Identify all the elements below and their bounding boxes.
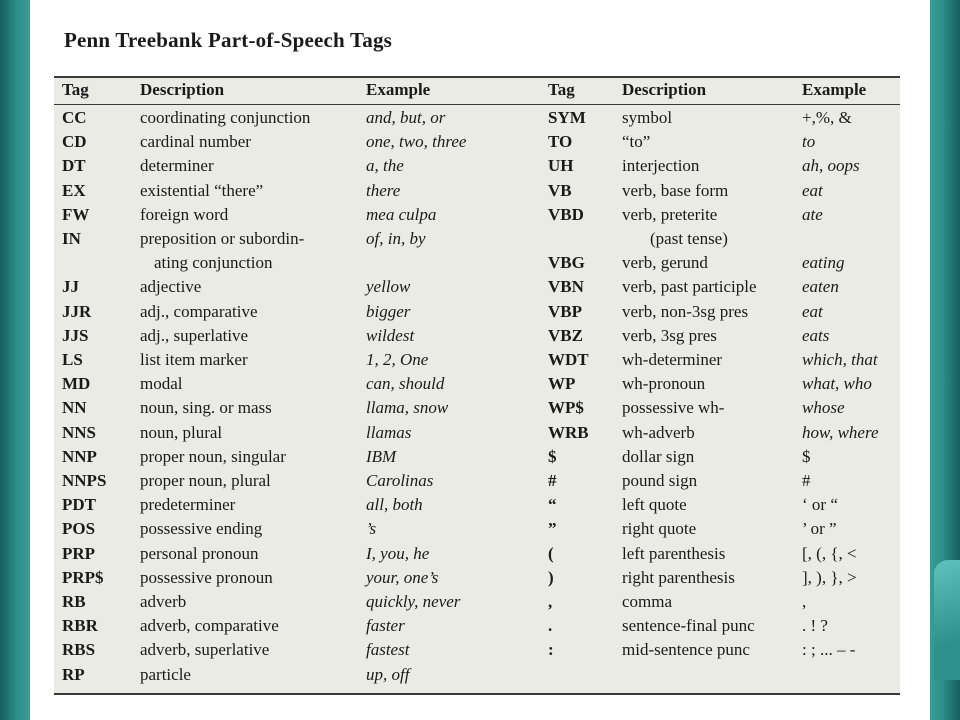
tag-description-left: noun, sing. or mass bbox=[140, 398, 272, 417]
tag-code-left: CC bbox=[62, 108, 87, 127]
tag-code-left: RP bbox=[62, 665, 85, 684]
tag-example-right: which, that bbox=[802, 350, 878, 369]
tag-code-left: RBS bbox=[62, 640, 96, 659]
tag-example-left: I, you, he bbox=[366, 544, 430, 563]
tag-description-left: foreign word bbox=[140, 205, 229, 224]
tag-code-right: . bbox=[548, 616, 553, 635]
tag-example-left: there bbox=[366, 181, 401, 200]
tag-example-right: how, where bbox=[802, 423, 879, 442]
tag-example-right: ], ), }, > bbox=[802, 568, 857, 587]
tag-code-left: PRP bbox=[62, 544, 96, 563]
tag-example-right: whose bbox=[802, 398, 845, 417]
tag-description-left: possessive ending bbox=[140, 519, 263, 538]
tag-code-left: CD bbox=[62, 132, 87, 151]
tag-code-right: : bbox=[548, 640, 554, 659]
tag-description-right: mid-sentence punc bbox=[622, 640, 750, 659]
tag-description-right: verb, gerund bbox=[622, 253, 708, 272]
tag-description-right: sentence-final punc bbox=[622, 616, 755, 635]
tag-example-left: bigger bbox=[366, 302, 411, 321]
tag-description-right: (past tense) bbox=[650, 229, 728, 248]
tag-description-right: left quote bbox=[622, 495, 687, 514]
tag-example-right: ah, oops bbox=[802, 156, 860, 175]
tag-code-left: NN bbox=[62, 398, 87, 417]
tag-example-left: of, in, by bbox=[366, 229, 426, 248]
tag-example-left: Carolinas bbox=[366, 471, 434, 490]
tag-example-right: eats bbox=[802, 326, 830, 345]
tag-example-right: eating bbox=[802, 253, 845, 272]
tag-code-left: IN bbox=[62, 229, 81, 248]
tag-code-right: “ bbox=[548, 495, 557, 514]
tag-code-right: $ bbox=[548, 447, 557, 466]
tag-code-right: WP$ bbox=[548, 398, 584, 417]
tag-example-left: can, should bbox=[366, 374, 445, 393]
tag-code-right: SYM bbox=[548, 108, 586, 127]
tag-description-left: adjective bbox=[140, 277, 202, 296]
header-example-right: Example bbox=[802, 80, 867, 99]
tag-code-right: # bbox=[548, 471, 557, 490]
tag-description-left: proper noun, plural bbox=[140, 471, 271, 490]
tag-description-left: particle bbox=[140, 665, 191, 684]
tag-description-left: adverb, superlative bbox=[140, 640, 270, 659]
slide-left-border bbox=[0, 0, 30, 720]
decorative-corner-shape bbox=[934, 560, 960, 680]
tag-description-right: symbol bbox=[622, 108, 673, 127]
tag-code-right: WDT bbox=[548, 350, 589, 369]
tag-description-left: modal bbox=[140, 374, 183, 393]
tag-example-left: IBM bbox=[366, 447, 397, 466]
tag-example-left: and, but, or bbox=[366, 108, 446, 127]
header-example-left: Example bbox=[366, 80, 431, 99]
tag-example-right: ‘ or “ bbox=[802, 495, 838, 514]
tag-example-left: quickly, never bbox=[366, 592, 461, 611]
tag-example-right: # bbox=[802, 471, 811, 490]
tag-description-left: adverb bbox=[140, 592, 187, 611]
tag-code-right: VBG bbox=[548, 253, 585, 272]
tag-code-right: VBD bbox=[548, 205, 584, 224]
tag-description-left: personal pronoun bbox=[140, 544, 259, 563]
tag-code-right: WRB bbox=[548, 423, 589, 442]
tag-example-right: what, who bbox=[802, 374, 872, 393]
tag-example-right: . ! ? bbox=[802, 616, 828, 635]
tag-description-right: wh-pronoun bbox=[622, 374, 706, 393]
tag-description-left: preposition or subordin- bbox=[140, 229, 305, 248]
table-title: Penn Treebank Part-of-Speech Tags bbox=[64, 28, 393, 52]
tag-code-right: VBN bbox=[548, 277, 584, 296]
tag-code-left: NNS bbox=[62, 423, 97, 442]
tag-description-left: adj., superlative bbox=[140, 326, 249, 345]
tag-example-left: all, both bbox=[366, 495, 423, 514]
tag-example-left: ’s bbox=[366, 519, 377, 538]
tag-description-left: list item marker bbox=[140, 350, 248, 369]
tag-code-left: MD bbox=[62, 374, 91, 393]
tag-description-right: left parenthesis bbox=[622, 544, 726, 563]
tag-example-left: yellow bbox=[366, 277, 411, 296]
tag-description-right: verb, preterite bbox=[622, 205, 718, 224]
tag-description-left: noun, plural bbox=[140, 423, 223, 442]
pos-tag-table bbox=[54, 76, 900, 695]
tag-code-right: ( bbox=[548, 544, 554, 563]
tag-example-left: mea culpa bbox=[366, 205, 437, 224]
tag-description-right: right parenthesis bbox=[622, 568, 735, 587]
tag-example-right: : ; ... – - bbox=[802, 640, 856, 659]
tag-code-left: RB bbox=[62, 592, 86, 611]
tag-example-right: ’ or ” bbox=[802, 519, 837, 538]
tag-code-right: VBZ bbox=[548, 326, 583, 345]
tag-example-left: fastest bbox=[366, 640, 410, 659]
tag-example-right: [, (, {, < bbox=[802, 544, 857, 563]
tag-code-left: RBR bbox=[62, 616, 98, 635]
tag-description-right: comma bbox=[622, 592, 673, 611]
header-description-left: Description bbox=[140, 80, 225, 99]
tag-description-right: “to” bbox=[622, 132, 651, 151]
tag-code-left: PRP$ bbox=[62, 568, 104, 587]
tag-code-right: ” bbox=[548, 519, 557, 538]
tag-example-right: ate bbox=[802, 205, 823, 224]
tag-description-left: ating conjunction bbox=[154, 253, 273, 272]
tag-description-left: adverb, comparative bbox=[140, 616, 279, 635]
tag-example-right: eat bbox=[802, 181, 823, 200]
tag-example-left: llamas bbox=[366, 423, 412, 442]
tag-description-left: coordinating conjunction bbox=[140, 108, 311, 127]
tag-description-right: verb, past participle bbox=[622, 277, 757, 296]
header-rule bbox=[54, 104, 900, 105]
tag-description-left: possessive pronoun bbox=[140, 568, 273, 587]
tag-code-left: NNPS bbox=[62, 471, 107, 490]
tag-code-right: VBP bbox=[548, 302, 582, 321]
tag-example-right: to bbox=[802, 132, 816, 151]
tag-example-left: a, the bbox=[366, 156, 404, 175]
header-description-right: Description bbox=[622, 80, 707, 99]
tag-example-left: faster bbox=[366, 616, 405, 635]
tag-description-right: interjection bbox=[622, 156, 700, 175]
tag-description-right: wh-adverb bbox=[622, 423, 695, 442]
tag-description-left: existential “there” bbox=[140, 181, 264, 200]
tag-example-right: +,%, & bbox=[802, 108, 852, 127]
tag-example-left: wildest bbox=[366, 326, 415, 345]
tag-example-left: one, two, three bbox=[366, 132, 467, 151]
tag-description-right: verb, base form bbox=[622, 181, 729, 200]
tag-code-left: PDT bbox=[62, 495, 96, 514]
slide-page bbox=[30, 0, 930, 720]
tag-description-right: verb, non-3sg pres bbox=[622, 302, 749, 321]
tag-example-left: 1, 2, One bbox=[366, 350, 429, 369]
tag-code-left: JJR bbox=[62, 302, 92, 321]
tag-description-left: cardinal number bbox=[140, 132, 251, 151]
header-tag-left: Tag bbox=[62, 80, 89, 99]
tag-code-left: JJ bbox=[62, 277, 79, 296]
tag-code-left: DT bbox=[62, 156, 86, 175]
tag-code-left: POS bbox=[62, 519, 96, 538]
tag-description-left: adj., comparative bbox=[140, 302, 258, 321]
tag-example-left: your, one’s bbox=[366, 568, 439, 587]
tag-code-right: VB bbox=[548, 181, 572, 200]
tag-code-left: JJS bbox=[62, 326, 89, 345]
tag-code-right: UH bbox=[548, 156, 574, 175]
tag-description-right: dollar sign bbox=[622, 447, 695, 466]
tag-description-right: pound sign bbox=[622, 471, 698, 490]
tag-example-right: , bbox=[802, 592, 807, 611]
tag-description-right: wh-determiner bbox=[622, 350, 723, 369]
tag-example-left: llama, snow bbox=[366, 398, 449, 417]
tag-description-right: possessive wh- bbox=[622, 398, 725, 417]
tag-example-right: eaten bbox=[802, 277, 839, 296]
tag-code-right: TO bbox=[548, 132, 573, 151]
tag-code-right: , bbox=[548, 592, 553, 611]
tag-example-right: eat bbox=[802, 302, 823, 321]
tag-description-right: right quote bbox=[622, 519, 697, 538]
tag-example-left: up, off bbox=[366, 665, 410, 684]
tag-code-left: NNP bbox=[62, 447, 97, 466]
tag-code-right: WP bbox=[548, 374, 576, 393]
tag-example-right: $ bbox=[802, 447, 811, 466]
tag-code-left: LS bbox=[62, 350, 83, 369]
tag-description-left: proper noun, singular bbox=[140, 447, 286, 466]
tag-description-right: verb, 3sg pres bbox=[622, 326, 717, 345]
header-tag-right: Tag bbox=[548, 80, 575, 99]
tag-description-left: predeterminer bbox=[140, 495, 236, 514]
tag-description-left: determiner bbox=[140, 156, 214, 175]
tag-code-right: ) bbox=[548, 568, 554, 587]
tag-code-left: EX bbox=[62, 181, 86, 200]
tag-code-left: FW bbox=[62, 205, 90, 224]
